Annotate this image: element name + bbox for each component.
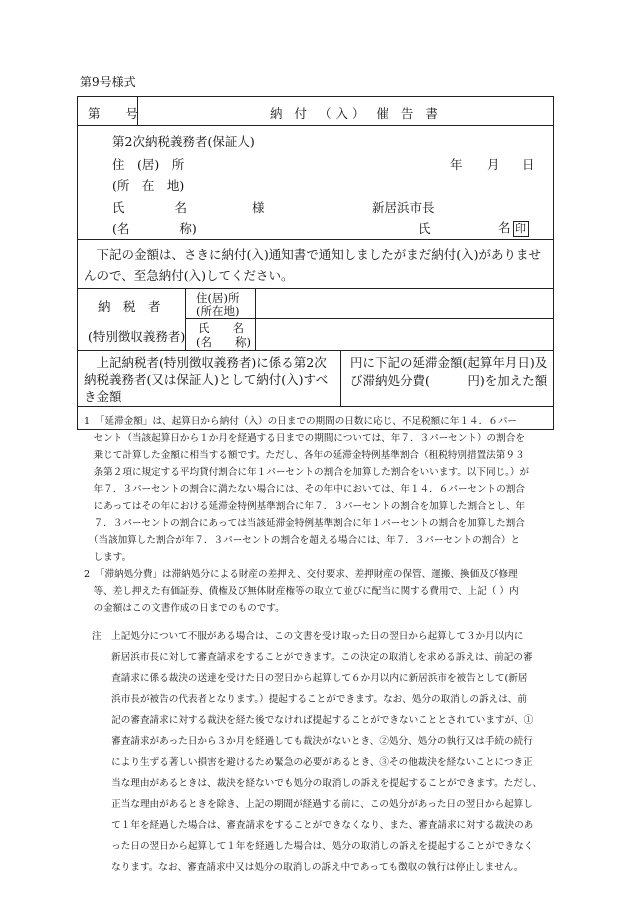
taxpayer-label-alt: (特別徴収義務者)	[88, 329, 186, 344]
appeal-line: 正当な理由があるときを除き、上記の期間が経過する前に、この処分があった日の翌日から起算し	[92, 799, 533, 810]
row-divider	[77, 125, 554, 126]
address-label: 住 (居) 所	[112, 157, 185, 172]
name-label: 氏 名	[112, 200, 188, 215]
date-month: 月	[487, 157, 500, 172]
note-line: 条第２項に規定する平均貸付割合に年１パーセントの割合を加算した割合をいいます。以下同じ。）が	[84, 467, 530, 478]
appeal-line: なります。なお、審査請求中又は処分の取消しの訴え中であっても徴収の執行は停止しません。	[92, 862, 524, 873]
appeal-line: 新居浜市長に対して審査請求をすることができます。この決定の取消しを求める訴えは、前記の審	[92, 652, 533, 663]
note-line: 1 「延滞金額」は、起算日から納付（入）の日までの期間の日数に応じ、不足税額に年１４．６パー	[84, 416, 518, 427]
appeal-line: 査請求に係る裁決の送達を受けた日の翌日から起算して６か月以内に新居浜市を被告として(新居	[92, 673, 528, 684]
appeal-line: った日の翌日から起算して１年を経過した場合は、処分の取消しの訴えを提起することができなく	[92, 841, 534, 852]
note-line: します。	[84, 552, 132, 563]
date-year: 年	[450, 157, 463, 172]
row-divider	[77, 288, 554, 289]
note-line: 2 「滞納処分費」は滞納処分による財産の差押え、交付要求、差押財産の保管、運搬、換価及び修理	[84, 569, 518, 580]
name-label-alt: (名 称)	[112, 221, 197, 236]
taxpayer-label: 納 税 者	[98, 299, 161, 314]
appeal-line: 当な理由があるときは、裁決を経ないでも処分の取消しの訴えを提起することができます。ただし、	[92, 778, 543, 789]
appeal-line: 注 上記処分について不服がある場合は、この文書を受け取った日の翌日から起算して３か月以内に	[92, 631, 524, 642]
note-line: の金額はこの文書作成の日までのものです。	[84, 603, 285, 614]
appeal-line: により生ずる著しい損害を避けるため緊急の必要があるとき、③その他裁決を経ないことにつき正	[92, 757, 533, 768]
row-divider	[77, 239, 554, 240]
row-divider	[77, 406, 554, 407]
taxpayer-address-label-alt: (所在地)	[196, 304, 240, 318]
taxpayer-address-label: 住(居)所	[196, 291, 240, 305]
amount-description: 上記納税者(特別徴収義務者)に係る第2次納税義務者(又は保証人)として納付(入)すべき金額	[84, 355, 329, 404]
issuer-name-suffix	[498, 218, 529, 237]
row-divider	[185, 318, 554, 319]
appeal-line: て１年を経過した場合は、審査請求をすることができなくなり、また、審査請求に対する裁決のあ	[92, 820, 534, 831]
col-divider	[340, 350, 341, 406]
taxpayer-name-label-alt: (名 称)	[196, 335, 251, 349]
note-line: 年７．３パーセントの割合に満たない場合には、その年中においては、年１４．６パーセントの割合	[84, 484, 525, 495]
form-number: 第9号様式	[80, 75, 136, 89]
note-line: ７．３パーセントの割合にあっては当該延滞金特例基準割合に年１パーセントの割合を加算した割合	[84, 518, 525, 529]
appeal-line: 浜市長が被告の代表者となります。）提起することができます。なお、処分の取消しの訴えは、前	[92, 694, 527, 705]
intro-text: 下記の金額は、さきに納付(入)通知書で通知しましたがまだ納付(入)がありませんので、至急納付(入)してください。	[84, 247, 542, 283]
mayor-title: 新居浜市長	[372, 200, 435, 215]
amount-suffix: 円に下記の延滞金額(起算年月日)及び滞納処分費( 円)を加えた額	[350, 355, 548, 388]
note-line: にあってはその年における延滞金特例基準割合に年７．３パーセントの割合を加算した割合とし、年	[84, 501, 526, 512]
address-label-alt: (所 在 地)	[112, 178, 185, 193]
honorific: 様	[252, 200, 265, 215]
col-divider	[255, 288, 256, 350]
date-day: 日	[522, 157, 535, 172]
note-line: 乗じて計算した金額に相当する額です。ただし、各年の延滞金特例基準割合（租税特別措置法第９３	[84, 450, 525, 461]
appeal-line: 記の審査請求に対する裁決を経た後でなければ提起することができないこととされていますが、①	[92, 715, 534, 726]
issuer-name-suffix-text: 名	[498, 220, 511, 235]
number-label: 第 号	[88, 106, 139, 121]
note-line: 等、差し押えた有価証券、債権及び無体財産権等の取立て並びに配当に関する費用で、上記（ ）内	[84, 586, 519, 597]
note-line: （当該加算した割合が年７．３パーセントの割合を超える場合には、年７．３パーセントの割合）と	[84, 535, 521, 546]
seal-mark: 印	[513, 221, 529, 237]
taxpayer-name-label: 氏 名	[198, 321, 244, 335]
appeal-line: 審査請求があった日から３か月を経過しても裁決がないとき、②処分、処分の執行又は手続の続行	[92, 736, 533, 747]
note-line: セント（当該起算日から１か月を経過する日までの期間については、年７．３パーセント）の割合を	[84, 433, 525, 444]
addressee-role: 第2次納税義務者(保証人)	[112, 134, 255, 149]
row-divider	[77, 350, 554, 351]
issuer-name-prefix: 氏	[418, 221, 431, 236]
document-title: 納 付 （入） 催 告 書	[270, 106, 442, 121]
